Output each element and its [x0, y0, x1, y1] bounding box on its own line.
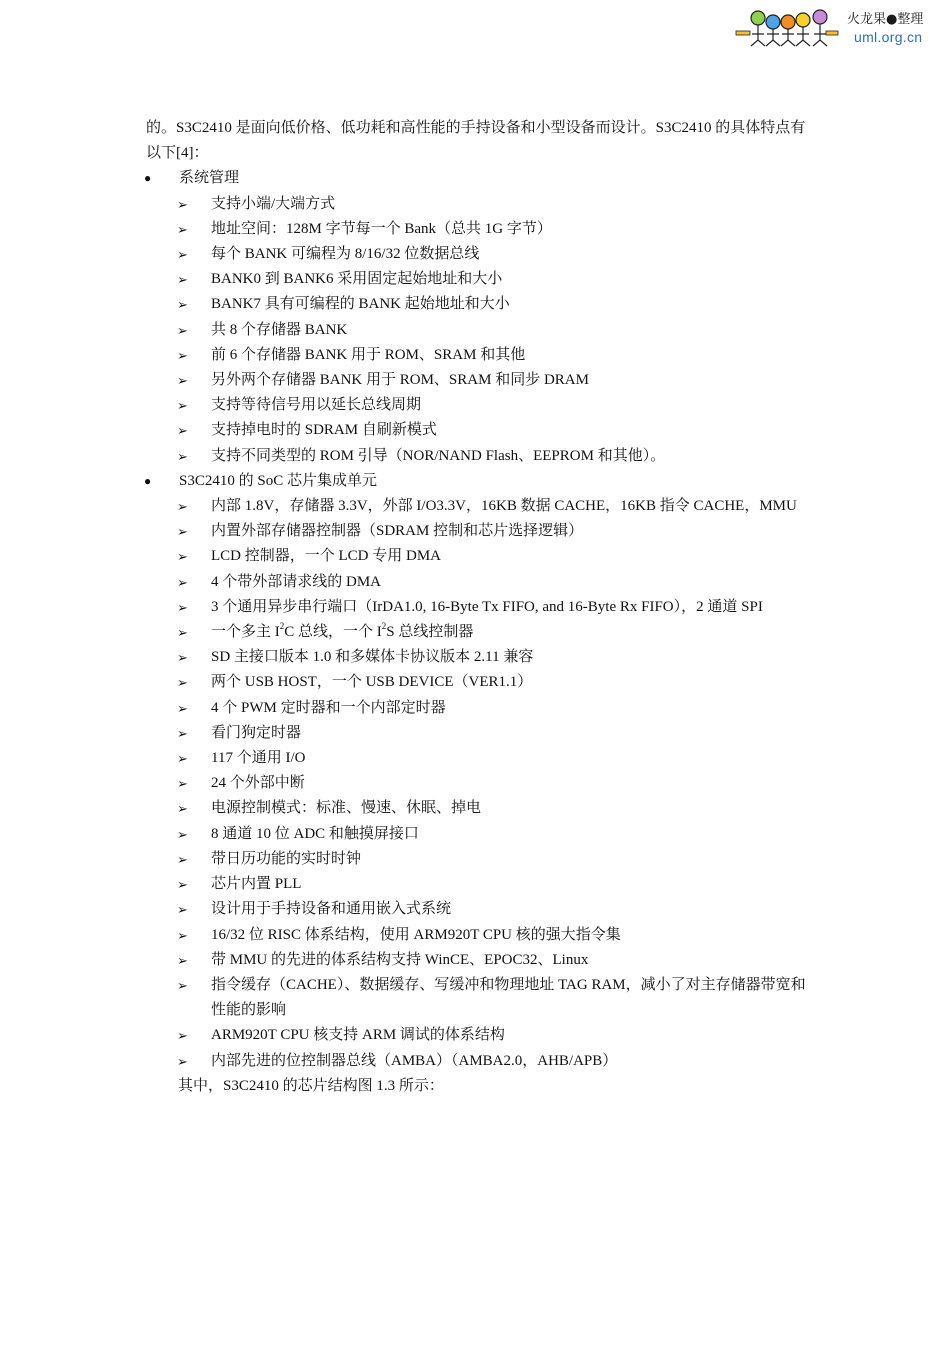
arrow-bullet-icon: ➢: [177, 524, 188, 540]
logo-circle-blue: [766, 15, 780, 29]
section-title: 系统管理: [179, 170, 240, 187]
list-item: ➢ 4 个带外部请求线的 DMA: [146, 570, 812, 595]
list-item: ➢ 前 6 个存储器 BANK 用于 ROM、SRAM 和其他: [146, 343, 812, 368]
arrow-bullet-icon: ➢: [177, 1053, 188, 1069]
logo-circle-green: [751, 11, 765, 25]
arrow-bullet-icon: ➢: [177, 625, 188, 641]
list-item: ➢ 内部 1.8V，存储器 3.3V，外部 I/O3.3V，16KB 数据 CACHE，16KB 指令 CACHE，MMU: [146, 494, 812, 519]
list-item: ➢ 地址空间：128M 字节每一个 Bank（总共 1G 字节）: [146, 217, 812, 242]
bullet-dot-icon: ●: [144, 473, 152, 488]
section-heading-system-management: [146, 166, 812, 191]
list-item: ➢ 两个 USB HOST，一个 USB DEVICE（VER1.1）: [146, 670, 812, 695]
list-item: ➢ 内置外部存储器控制器（SDRAM 控制和芯片选择逻辑）: [146, 519, 812, 544]
logo-circle-purple: [813, 10, 827, 24]
arrow-bullet-icon: ➢: [177, 347, 188, 363]
logo-url[interactable]: uml.org.cn: [854, 29, 923, 45]
list-item: ➢ ARM920T CPU 核支持 ARM 调试的体系结构: [146, 1023, 812, 1048]
list-item: ➢ 支持等待信号用以延长总线周期: [146, 393, 812, 418]
logo-figures-icon: [751, 10, 827, 46]
arrow-bullet-icon: ➢: [177, 423, 188, 439]
arrow-bullet-icon: ➢: [177, 826, 188, 842]
list-item: ➢ 16/32 位 RISC 体系结构，使用 ARM920T CPU 核的强大指令集: [146, 923, 812, 948]
list-item: ➢ BANK7 具有可编程的 BANK 起始地址和大小: [146, 292, 812, 317]
arrow-bullet-icon: ➢: [177, 196, 188, 212]
logo-title: 火龙果●整理: [847, 12, 924, 27]
arrow-bullet-icon: ➢: [177, 725, 188, 741]
arrow-bullet-icon: ➢: [177, 297, 188, 313]
arrow-bullet-icon: ➢: [177, 977, 188, 993]
intro-paragraph: 的。S3C2410 是面向低价格、低功耗和高性能的手持设备和小型设备而设计。S3C2410 的具体特点有以下[4]：: [146, 120, 806, 162]
arrow-bullet-icon: ➢: [177, 247, 188, 263]
section-heading-soc-units: [146, 469, 812, 494]
list-item: ➢ 支持掉电时的 SDRAM 自刷新模式: [146, 418, 812, 443]
arrow-bullet-icon: ➢: [177, 927, 188, 943]
list-item: ➢ 另外两个存储器 BANK 用于 ROM、SRAM 和同步 DRAM: [146, 368, 812, 393]
list-item: ➢ 24 个外部中断: [146, 771, 812, 796]
arrow-bullet-icon: ➢: [177, 549, 188, 565]
arrow-bullet-icon: ➢: [177, 851, 188, 867]
arrow-bullet-icon: ➢: [177, 700, 188, 716]
arrow-bullet-icon: ➢: [177, 322, 188, 338]
arrow-bullet-icon: ➢: [177, 272, 188, 288]
arrow-bullet-icon: ➢: [177, 877, 188, 893]
list-item: ➢ 电源控制模式：标准、慢速、休眠、掉电: [146, 796, 812, 821]
list-item: ➢ 每个 BANK 可编程为 8/16/32 位数据总线: [146, 242, 812, 267]
arrow-bullet-icon: ➢: [177, 448, 188, 464]
list-item: ➢ 4 个 PWM 定时器和一个内部定时器: [146, 696, 812, 721]
arrow-bullet-icon: ➢: [177, 373, 188, 389]
list-item: ➢ 内部先进的位控制器总线（AMBA）（AMBA2.0，AHB/APB）: [146, 1049, 812, 1074]
list-item: ➢ LCD 控制器，一个 LCD 专用 DMA: [146, 544, 812, 569]
arrow-bullet-icon: ➢: [177, 599, 188, 615]
arrow-bullet-icon: ➢: [177, 801, 188, 817]
arrow-bullet-icon: ➢: [177, 221, 188, 237]
arrow-bullet-icon: ➢: [177, 952, 188, 968]
list-item: ➢ 117 个通用 I/O: [146, 746, 812, 771]
list-item: ➢ 8 通道 10 位 ADC 和触摸屏接口: [146, 822, 812, 847]
list-item: ➢ 设计用于手持设备和通用嵌入式系统: [146, 897, 812, 922]
list-item: ➢ 带 MMU 的先进的体系结构支持 WinCE、EPOC32、Linux: [146, 948, 812, 973]
closing-paragraph: 其中，S3C2410 的芯片结构图 1.3 所示：: [178, 1077, 444, 1094]
logo-circle-orange: [781, 15, 795, 29]
logo-circle-yellow: [796, 13, 810, 27]
arrow-bullet-icon: ➢: [177, 751, 188, 767]
arrow-bullet-icon: ➢: [177, 398, 188, 414]
arrow-bullet-icon: ➢: [177, 574, 188, 590]
bullet-dot-icon: ●: [144, 171, 152, 186]
list-item: ➢ BANK0 到 BANK6 采用固定起始地址和大小: [146, 267, 812, 292]
arrow-bullet-icon: ➢: [177, 902, 188, 918]
arrow-bullet-icon: ➢: [177, 776, 188, 792]
list-item: ➢ 3 个通用异步串行端口（IrDA1.0, 16-Byte Tx FIFO, and 16-Byte Rx FIFO），2 通道 SPI: [146, 595, 812, 620]
arrow-bullet-icon: ➢: [177, 650, 188, 666]
document-body: [146, 116, 812, 1099]
arrow-bullet-icon: ➢: [177, 675, 188, 691]
list-item: ➢ 支持不同类型的 ROM 引导（NOR/NAND Flash、EEPROM 和其他）。: [146, 444, 812, 469]
list-item: ➢ 芯片内置 PLL: [146, 872, 812, 897]
list-item: ➢ 共 8 个存储器 BANK: [146, 318, 812, 343]
section-title: S3C2410 的 SoC 芯片集成单元: [179, 472, 377, 489]
list-item: ➢ SD 主接口版本 1.0 和多媒体卡协议版本 2.11 兼容: [146, 645, 812, 670]
arrow-bullet-icon: ➢: [177, 1028, 188, 1044]
list-item: ➢ 指令缓存（CACHE）、数据缓存、写缓冲和物理地址 TAG RAM，减小了对主存储器带宽和性能的影响: [146, 973, 812, 1023]
arrow-bullet-icon: ➢: [177, 499, 188, 515]
list-item: ➢ 支持小端/大端方式: [146, 192, 812, 217]
list-item-i2c: ➢ 一个多主 $I^2C$ 总线，一个 $I^2S$ 总线控制器: [146, 620, 812, 645]
list-item: ➢ 带日历功能的实时时钟: [146, 847, 812, 872]
logo-bar: [736, 31, 750, 35]
list-item: ➢ 看门狗定时器: [146, 721, 812, 746]
